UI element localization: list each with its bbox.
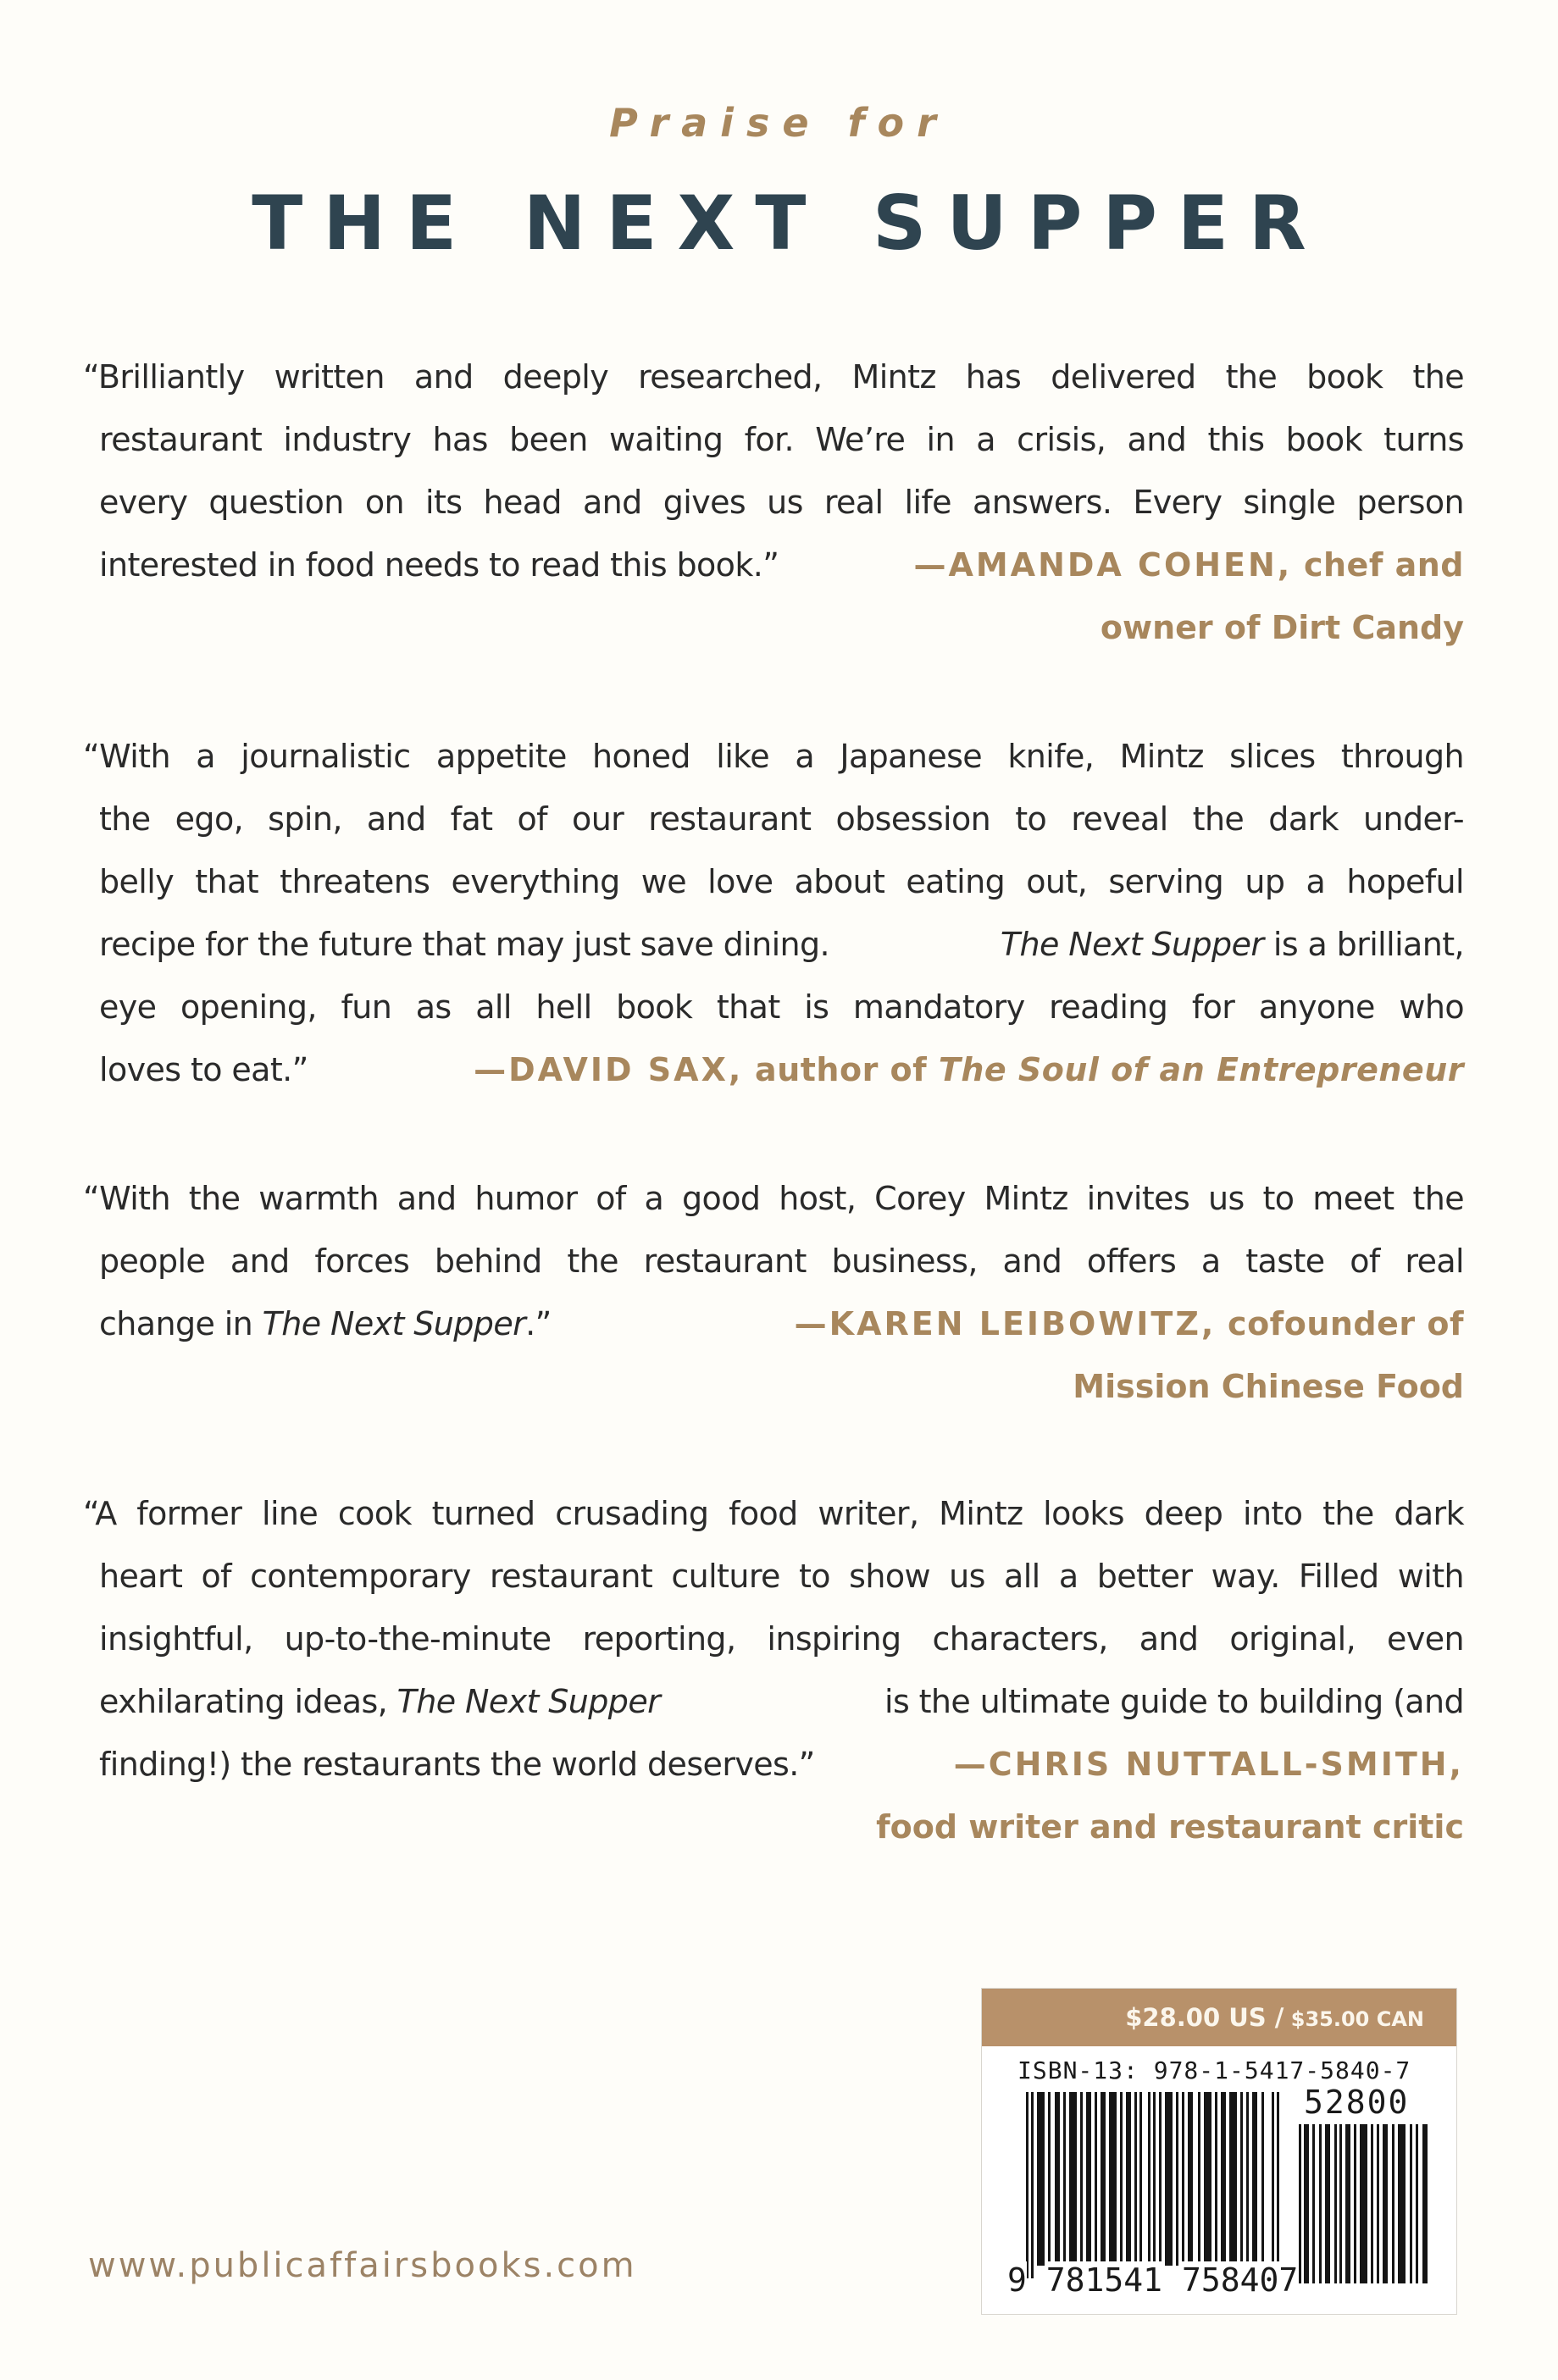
quote-line — [99, 923, 1464, 966]
book-title-italic: The Next Supper — [396, 1683, 661, 1720]
quote-line-with-attribution — [99, 1049, 1464, 1091]
book-title-italic: The Next Supper — [262, 1305, 526, 1342]
quote-text — [99, 1303, 552, 1345]
quote-text — [1001, 923, 1464, 966]
attribution-work: The Soul of an Entrepreneur — [938, 1051, 1464, 1088]
addon-barcode-bars-icon — [1299, 2124, 1429, 2283]
quote-line: heart of contemporary restaurant culture to show us all a better way. Filled with — [99, 1558, 1464, 1595]
attribution-role: cofounder of — [1216, 1305, 1464, 1342]
quote-line-with-attribution — [99, 544, 1464, 586]
attribution-name: —AMANDA COHEN, — [913, 546, 1293, 584]
attribution-role: Mission Chinese Food — [1073, 1368, 1464, 1405]
price-can: $35.00 CAN — [1284, 2007, 1424, 2031]
quote-text: recipe for the future that may just save dining. — [99, 926, 830, 963]
quote-text: exhilarating ideas, — [99, 1683, 397, 1720]
attribution-name: —DAVID SAX, — [474, 1051, 744, 1088]
quote-text: is the ultimate guide to building (and — [884, 1683, 1464, 1720]
ean-first-digit: 9 — [1007, 2261, 1027, 2299]
attribution-name: —KAREN LEIBOWITZ, — [794, 1305, 1217, 1342]
quote-line: “Brilliantly written and deeply researched, Mintz has delivered the book the — [83, 358, 1464, 396]
attribution — [474, 1049, 1464, 1091]
attribution — [795, 1303, 1464, 1345]
quote-line — [99, 1680, 1464, 1723]
quote-line-with-attribution — [99, 1303, 1464, 1345]
quote-text — [99, 1680, 660, 1723]
ean-group-1: 781541 — [1045, 2261, 1163, 2299]
publisher-website: www.publicaffairsbooks.com — [88, 2246, 637, 2285]
attribution-role: chef and — [1292, 546, 1464, 584]
attribution-role: owner of Dirt Candy — [1100, 609, 1464, 646]
ean-group-2: 758407 — [1181, 2261, 1299, 2299]
praise-label: Praise for — [609, 100, 949, 146]
attribution — [954, 1743, 1464, 1785]
attribution — [913, 544, 1464, 586]
attribution-name: —CHRIS NUTTALL-SMITH, — [953, 1746, 1464, 1783]
price-bar — [982, 1989, 1456, 2046]
quote-line: restaurant industry has been waiting for. We’re in a crisis, and this book turns — [99, 421, 1464, 458]
quote-line: “With the warmth and humor of a good host, Corey Mintz invites us to meet the — [83, 1180, 1464, 1217]
quote-text: loves to eat.” — [99, 1051, 308, 1088]
quote-line: insightful, up-to-the-minute reporting, inspiring characters, and original, even — [99, 1620, 1464, 1658]
quote-line: eye opening, fun as all hell book that is mandatory reading for anyone who — [99, 988, 1464, 1026]
quote-text: change in — [99, 1305, 263, 1342]
attribution-role: food writer and restaurant critic — [876, 1808, 1464, 1846]
quote-line: people and forces behind the restaurant business, and offers a taste of real — [99, 1243, 1464, 1280]
quote-line: the ego, spin, and fat of our restaurant obsession to reveal the dark under- — [99, 800, 1464, 838]
quote-line: “With a journalistic appetite honed like a Japanese knife, Mintz slices through — [83, 738, 1464, 775]
attribution-role: author of — [743, 1051, 939, 1088]
ean-number — [1007, 2261, 1298, 2299]
book-title: THE NEXT SUPPER — [252, 180, 1327, 267]
quote-line: every question on its head and gives us real life answers. Every single person — [99, 484, 1464, 521]
quote-line: belly that threatens everything we love about eating out, serving up a hopeful — [99, 863, 1464, 900]
price-us: $28.00 US / — [1125, 2003, 1284, 2032]
quote-line-with-attribution — [99, 1743, 1464, 1785]
quote-text: finding!) the restaurants the world deserves.” — [99, 1746, 815, 1783]
barcode-bars-icon — [1026, 2092, 1280, 2278]
price-addon-number: 52800 — [1304, 2084, 1410, 2121]
book-title-italic: The Next Supper — [1000, 926, 1264, 963]
quote-text: is a brilliant, — [1263, 926, 1464, 963]
quote-text: interested in food needs to read this book.” — [99, 546, 779, 584]
barcode-panel — [981, 1988, 1457, 2315]
quote-line: “A former line cook turned crusading food writer, Mintz looks deep into the dark — [83, 1495, 1464, 1532]
isbn-label: ISBN-13: 978-1-5417-5840-7 — [1017, 2056, 1411, 2084]
quote-text: .” — [525, 1305, 552, 1342]
